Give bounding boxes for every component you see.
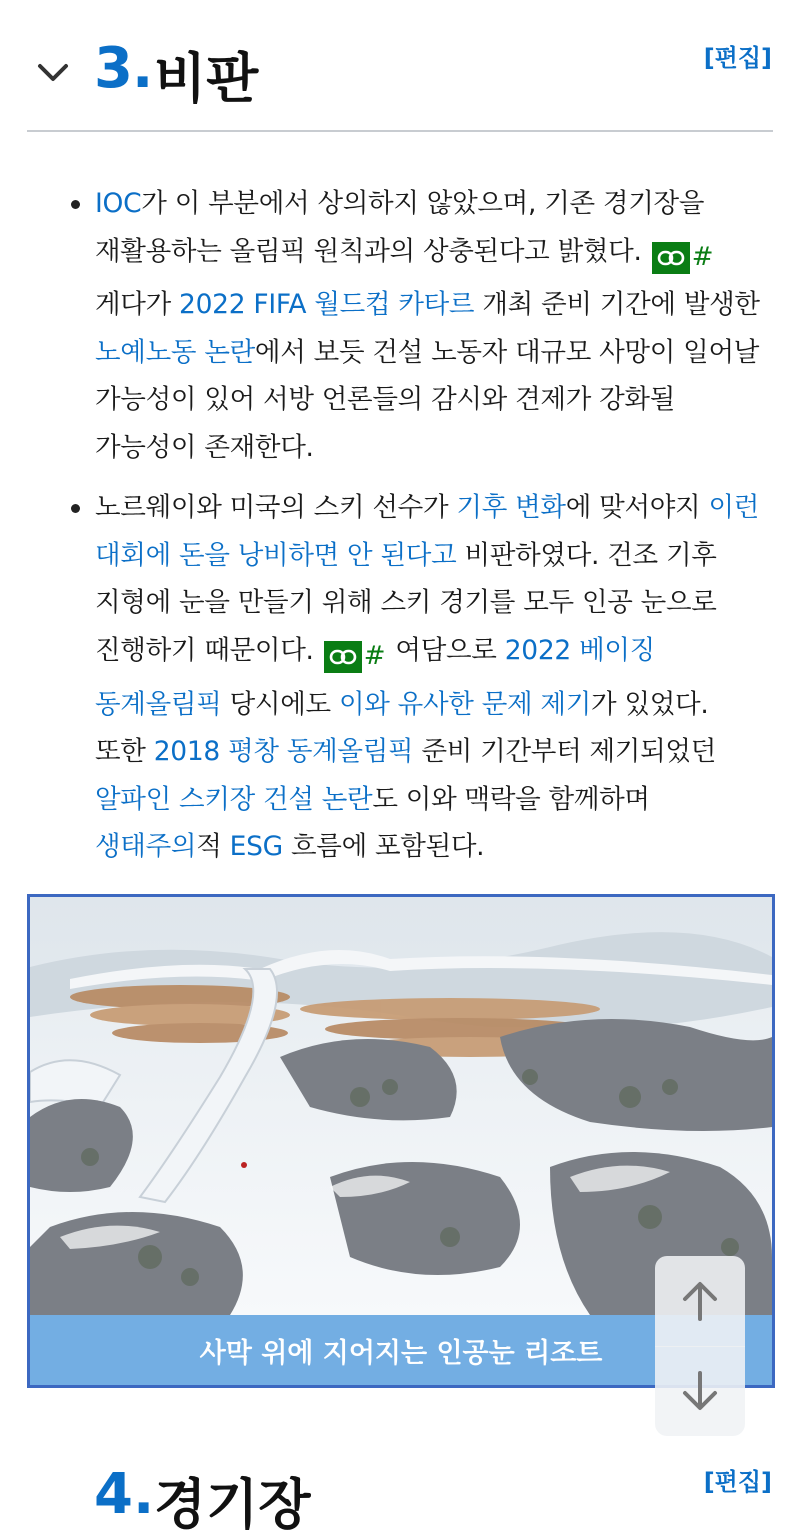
list-item: IOC가 이 부분에서 상의하지 않았으며, 기존 경기장을 재활용하는 올림픽 원칙과의 상충된다고 밝혔다. # 게다가 2022 FIFA 월드컵 카타르 개최 준비 기간에 발생한 노예노동 논란에서 보듯 건설 노동자 대규모 사망이 일어날 가능성이 있어 서방 언론들의 감시와 견제가 강화될 가능성이 존재한다. <box>95 180 767 471</box>
link-slave-labor[interactable]: 노예노동 논란 <box>95 336 255 368</box>
link-beijing-olympics[interactable]: 2022 베이징 동계올림픽 <box>95 634 655 720</box>
next-edit-link[interactable]: [편집] <box>703 1468 772 1496</box>
chevron-down-icon[interactable] <box>36 58 70 88</box>
next-section-title: 경기장 <box>154 1473 311 1536</box>
section-header <box>0 0 800 132</box>
resort-image[interactable] <box>30 897 772 1315</box>
link-worldcup[interactable]: 2022 FIFA 월드컵 카타르 <box>179 289 475 321</box>
scroll-down-button[interactable] <box>655 1346 745 1436</box>
section-divider <box>27 130 773 132</box>
reference-link[interactable]: # <box>324 633 386 681</box>
scroll-up-button[interactable] <box>655 1256 745 1347</box>
figure-caption: 사막 위에 지어지는 인공눈 리조트 <box>30 1315 772 1385</box>
link-icon <box>324 641 362 673</box>
link-pyeongchang-olympics[interactable]: 2018 평창 동계올림픽 <box>153 736 414 767</box>
arrow-down-icon <box>680 1369 720 1413</box>
link-waste-money[interactable]: 이런 대회에 돈을 낭비하면 안 된다고 <box>95 492 760 571</box>
arrow-up-icon <box>680 1279 720 1323</box>
link-similar-issue[interactable]: 이와 유사한 문제 제기 <box>338 688 592 720</box>
section-number: 3. <box>94 36 153 101</box>
criticism-list <box>95 180 767 871</box>
next-section-number: 4. <box>94 1462 155 1527</box>
list-item: 노르웨이와 미국의 스키 선수가 기후 변화에 맞서야지 이런 대회에 돈을 낭비하면 안 된다고 비판하였다. 건조 기후 지형에 눈을 만들기 위해 스키 경기를 모두 인공 눈으로 진행하기 때문이다. # 여담으로 2022 베이징 동계올림픽 당시에도 이와 유사한 문제 제기가 있었다. 또한 2018 평창 동계올림픽 준비 기간부터 제기되었던 알파인 스키장 건설 논란도 이와 맥락을 함께하며 생태주의적 ESG 흐름에 포함된다. <box>95 484 767 870</box>
section-title: 비판 <box>154 47 259 110</box>
link-icon <box>652 242 690 274</box>
link-esg[interactable]: ESG <box>229 831 283 862</box>
link-climate-change[interactable]: 기후 변화 <box>456 492 566 524</box>
edit-link[interactable]: [편집] <box>703 44 772 72</box>
link-ecologism[interactable]: 생태주의 <box>95 831 197 862</box>
link-ioc[interactable]: IOC <box>95 188 142 219</box>
link-alpine-ski-controversy[interactable]: 알파인 스키장 건설 논란 <box>95 783 373 815</box>
reference-link[interactable]: # <box>652 234 714 282</box>
